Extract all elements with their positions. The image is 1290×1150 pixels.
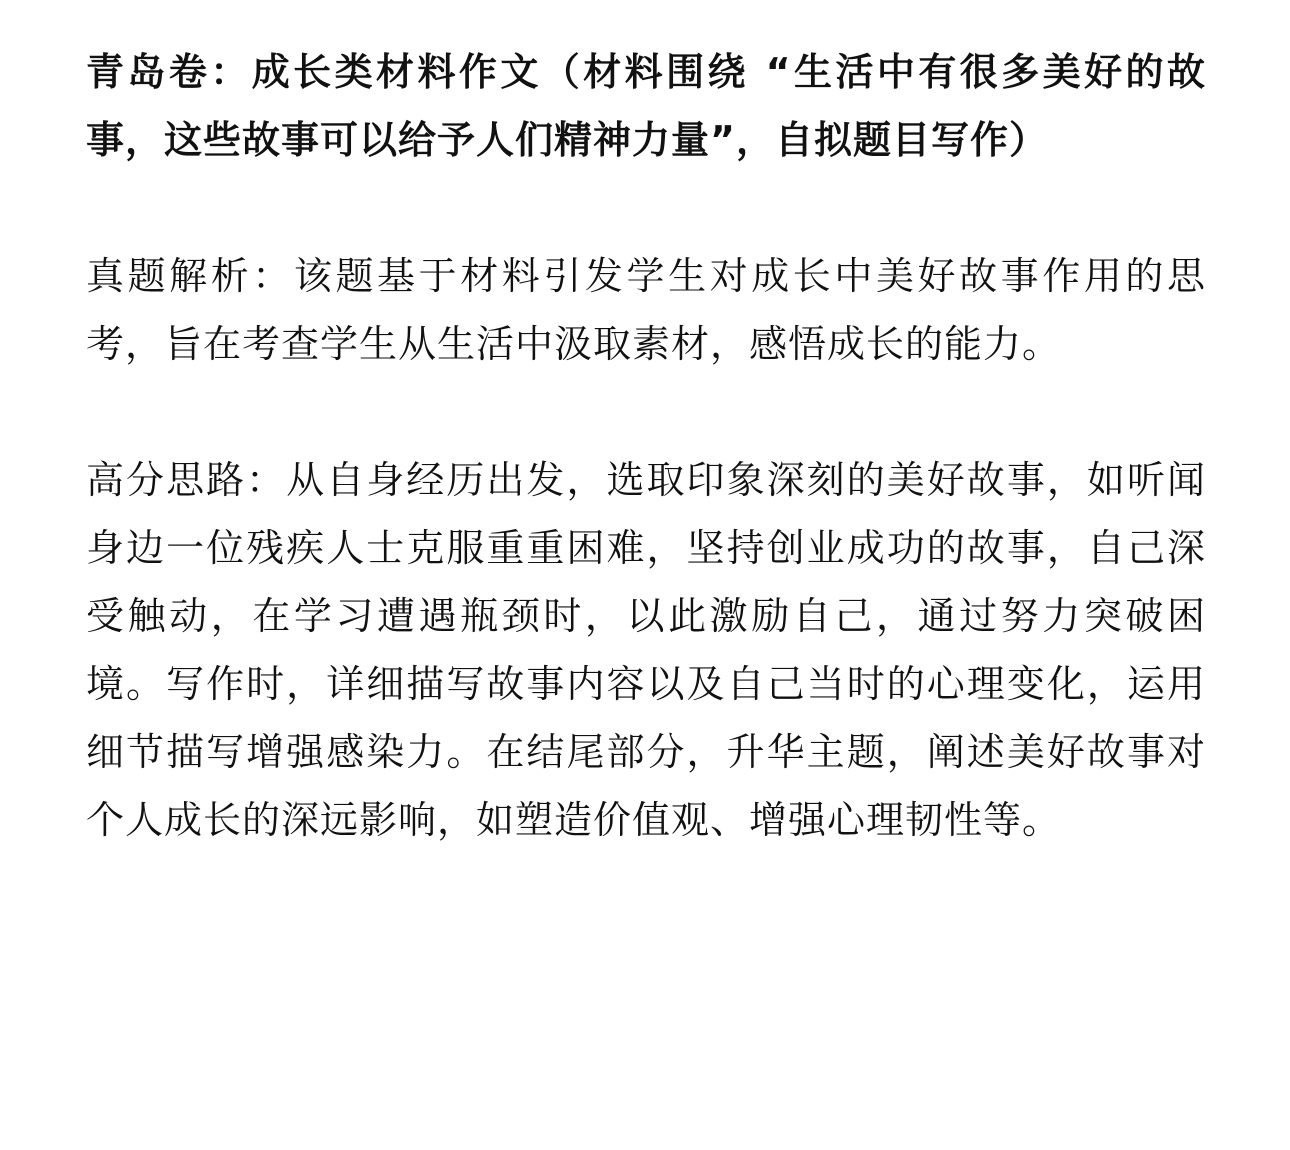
- paragraph-spacer: [86, 378, 1206, 446]
- paragraph-spacer: [86, 174, 1206, 242]
- article-body: [86, 38, 1206, 854]
- essay-prompt-title: 青岛卷：成长类材料作文（材料围绕 “生活中有很多美好的故事，这些故事可以给予人们精神力量”，自拟题目写作）: [86, 50, 1206, 162]
- approach-paragraph: 高分思路：从自身经历出发，选取印象深刻的美好故事，如听闻身边一位残疾人士克服重重困难，坚持创业成功的故事，自己深受触动，在学习遭遇瓶颈时，以此激励自己，通过努力突破困境。写作时，详细描写故事内容以及自己当时的心理变化，运用细节描写增强感染力。在结尾部分，升华主题，阐述美好故事对个人成长的深远影响，如塑造价值观、增强心理韧性等。: [86, 458, 1206, 842]
- analysis-paragraph: 真题解析：该题基于材料引发学生对成长中美好故事作用的思考，旨在考查学生从生活中汲取素材，感悟成长的能力。: [86, 254, 1206, 366]
